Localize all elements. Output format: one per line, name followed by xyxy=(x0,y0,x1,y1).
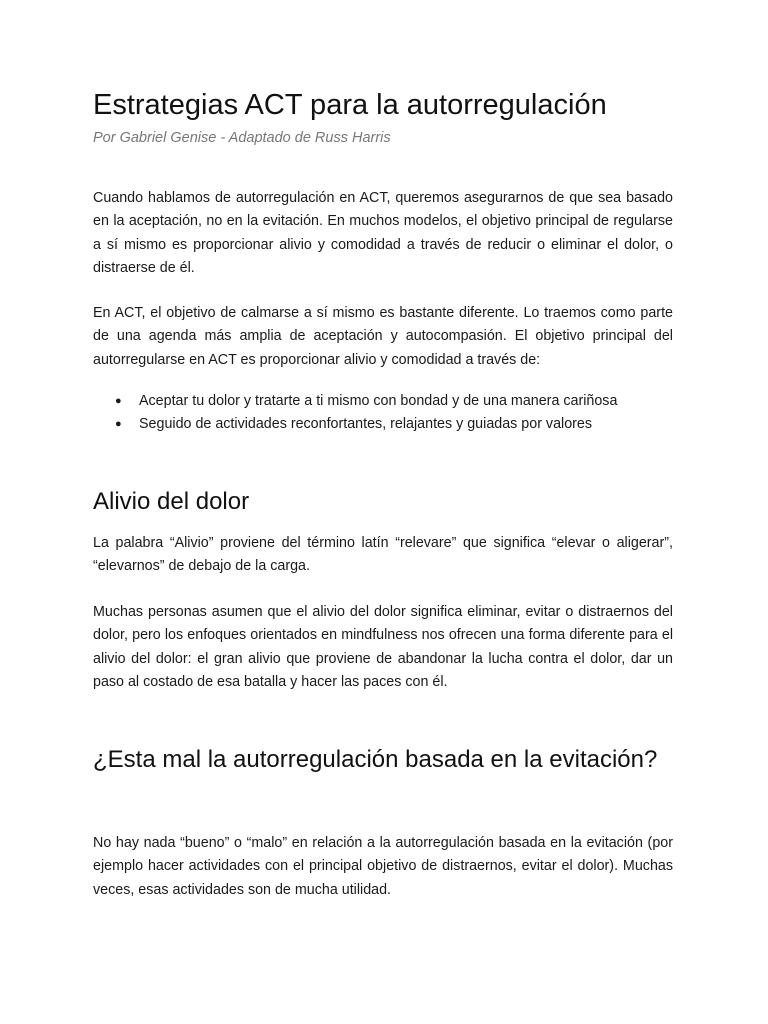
list-item xyxy=(93,413,673,436)
list-item-text: Aceptar tu dolor y tratarte a ti mismo con bondad y de una manera cariñosa xyxy=(139,393,618,409)
document-subtitle: Por Gabriel Genise - Adaptado de Russ Harris xyxy=(93,130,391,146)
intro-paragraph-1: Cuando hablamos de autorregulación en ACT, queremos asegurarnos de que sea basado en la aceptación, no en la evitación. En muchos modelos, el objetivo principal de regularse a sí mismo es proporcionar alivio y comodidad a través de reducir o eliminar el dolor, o distraerse de él. xyxy=(93,190,673,276)
list-item-text: Seguido de actividades reconfortantes, relajantes y guiadas por valores xyxy=(139,416,593,432)
intro-paragraph-2: En ACT, el objetivo de calmarse a sí mismo es bastante diferente. Lo traemos como parte de una agenda más amplia de aceptación y autocompasión. El objetivo principal del autorregularse en ACT es proporcionar alivio y comodidad a través de: xyxy=(93,305,673,368)
intro-bullet-list xyxy=(93,390,673,436)
document-title: Estrategias ACT para la autorregulación xyxy=(93,89,607,121)
section-1-paragraph-1: La palabra “Alivio” proviene del término latín “relevare” que significa “elevar o aligerar”, “elevarnos” de debajo de la carga. xyxy=(93,535,673,575)
bullet-icon: ● xyxy=(115,418,122,430)
bullet-icon: ● xyxy=(115,395,122,407)
section-heading-alivio: Alivio del dolor xyxy=(93,488,250,515)
section-heading-autorregulacion: ¿Esta mal la autorregulación basada en la evitación? xyxy=(93,746,658,773)
section-1-paragraph-2: Muchas personas asumen que el alivio del dolor significa eliminar, evitar o distraernos del dolor, pero los enfoques orientados en mindfulness nos ofrecen una forma diferente para el alivio del dolor: el gran alivio que proviene de abandonar la lucha contra el dolor, dar un paso al costado de esa batalla y hacer las paces con él. xyxy=(93,604,673,690)
list-item xyxy=(93,390,673,413)
section-2-paragraph-1: No hay nada “bueno” o “malo” en relación a la autorregulación basada en la evitación (por ejemplo hacer actividades con el principal objetivo de distraernos, evitar el dolor). Muchas veces, esas actividades son de mucha utilidad. xyxy=(93,835,673,898)
